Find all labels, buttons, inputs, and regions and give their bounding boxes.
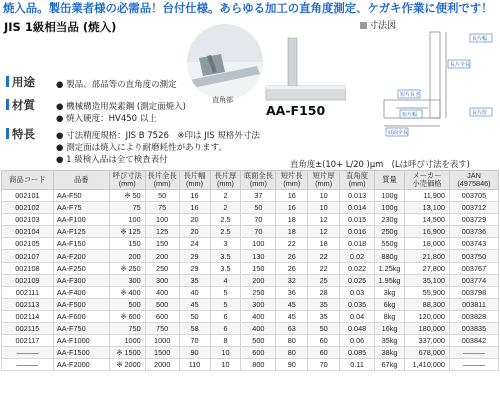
cell-blade-length: 400 [145,286,179,298]
label-base-width: 短片幅 [402,112,418,118]
cell-nominal: ※ 600 [109,310,145,322]
cell-short-thickness: 28 [308,286,340,298]
feature-item-2: ● 測定面は焼入により耐磨耗性があります。 [56,143,227,153]
col-model: 品番 [53,171,109,190]
cell-blade-length: 50 [145,190,179,202]
cell-weight: 880g [375,250,405,262]
cell-short-length: 18 [276,226,308,238]
cell-price: 16,900 [405,226,450,238]
cell-short-length: 16 [276,202,308,214]
cell-blade-thickness: 2 [210,202,241,214]
cell-price: 35,100 [405,274,450,286]
feature-item-3: ● 1 級検入品は全て検査表付 [56,155,168,165]
cell-squareness: 0.03 [340,286,375,298]
cell-weight: 38kg [375,347,405,359]
cell-blade-width: 90 [179,347,210,359]
cell-squareness: 0.014 [340,202,375,214]
cell-jan: ——— [449,359,498,371]
cell-squareness: 0.018 [340,238,375,250]
cell-code: 002102 [2,202,54,214]
cell-blade-thickness: 6 [210,323,241,335]
cell-blade-width: 50 [179,310,210,322]
cell-base-length: 200 [241,274,276,286]
cell-blade-thickness: 2 [210,190,241,202]
cell-base-length: 400 [241,323,276,335]
cell-blade-width: 24 [179,238,210,250]
table-row [2,323,499,335]
cell-short-length: 90 [276,359,308,371]
cell-blade-thickness: 5 [210,298,241,310]
cell-nominal: ※ 50 [109,190,145,202]
table-row [2,238,499,250]
table-row [2,262,499,274]
table-row [2,335,499,347]
cell-price: 1,410,000 [405,359,450,371]
cell-squareness: 0.022 [340,262,375,274]
cell-blade-width: 29 [179,262,210,274]
cell-blade-width: 16 [179,190,210,202]
cell-short-thickness: 22 [308,262,340,274]
col-short-length: 短片長 (mm) [276,171,308,190]
table-row [2,298,499,310]
cell-blade-width: 16 [179,202,210,214]
cell-blade-length: 200 [145,250,179,262]
col-jan: JAN (4975846) [449,171,498,190]
cell-blade-width: 70 [179,335,210,347]
dimension-title-text: 寸法図 [369,21,397,31]
cell-model: AA-F125 [53,226,109,238]
cell-model: AA-F400 [53,286,109,298]
cell-short-length: 16 [276,190,308,202]
cell-short-thickness: 12 [308,214,340,226]
cell-jan: 003743 [449,238,498,250]
cell-jan: 003736 [449,226,498,238]
cell-model: AA-F1000 [53,335,109,347]
cell-blade-thickness: 10 [210,359,241,371]
cell-nominal: 500 [109,298,145,310]
cell-base-length: 70 [241,214,276,226]
cell-model: AA-F300 [53,274,109,286]
cell-blade-length: 600 [145,310,179,322]
cell-base-length: 500 [241,335,276,347]
cell-nominal: ※ 1500 [109,347,145,359]
cell-code: 002114 [2,310,54,322]
table-row [2,347,499,359]
cell-price: 55,900 [405,286,450,298]
cell-blade-thickness: 6 [210,310,241,322]
cell-weight: 3kg [375,286,405,298]
cell-blade-width: 45 [179,298,210,310]
cell-base-length: 400 [241,310,276,322]
feature-item-1: ● 寸法精度規格：JIS B 7526 ※印は JIS 規格外寸法 [56,131,260,141]
cell-blade-length: 100 [145,214,179,226]
cell-short-thickness: 35 [308,298,340,310]
col-blade-width: 長片幅 (mm) [179,171,210,190]
cell-model: AA-F150 [53,238,109,250]
cell-blade-thickness: 2.5 [210,226,241,238]
table-row [2,250,499,262]
cell-blade-length: 2000 [145,359,179,371]
cell-squareness: 0.025 [340,274,375,286]
cell-short-length: 63 [276,323,308,335]
cell-short-length: 80 [276,335,308,347]
cell-blade-thickness: 10 [210,347,241,359]
cell-base-length: 37 [241,190,276,202]
cell-short-thickness: 60 [308,335,340,347]
cell-short-thickness: 10 [308,190,340,202]
cell-code: 002113 [2,298,54,310]
squareness-formula: 直角度±(10+ L/20 )μm (Lは呼び寸法を表す) [290,159,470,169]
section-material [6,97,35,113]
cell-jan: 003811 [449,298,498,310]
cell-base-length: 100 [241,238,276,250]
cell-squareness: 0.06 [340,335,375,347]
cell-nominal: 75 [109,202,145,214]
cell-nominal: 100 [109,214,145,226]
label-thickness: 長片厚 [472,110,488,116]
cell-price: 120,000 [405,310,450,322]
cell-model: AA-F250 [53,262,109,274]
cell-jan: 003774 [449,274,498,286]
cell-price: 11,900 [405,190,450,202]
table-row [2,226,499,238]
cell-weight: 250g [375,226,405,238]
cell-short-thickness: 50 [308,323,340,335]
cell-model: AA-F200 [53,250,109,262]
cell-short-thickness: 12 [308,226,340,238]
cell-jan: 003842 [449,335,498,347]
cell-jan: 003835 [449,323,498,335]
cell-weight: 1.95kg [375,274,405,286]
cell-nominal: ※ 400 [109,286,145,298]
section-bar-icon [6,99,9,110]
cell-jan: 003828 [449,310,498,322]
cell-blade-thickness: 3.5 [210,262,241,274]
cell-nominal: 750 [109,323,145,335]
cell-blade-length: 150 [145,238,179,250]
cell-blade-width: 40 [179,286,210,298]
cell-short-thickness: 70 [308,359,340,371]
cell-weight: 6kg [375,298,405,310]
cell-code: ——— [2,359,54,371]
cell-model: AA-F75 [53,202,109,214]
cell-short-length: 22 [276,238,308,250]
dimension-diagram [356,30,496,140]
cell-code: 002108 [2,262,54,274]
cell-price: 21,800 [405,250,450,262]
cell-blade-thickness: 2.5 [210,214,241,226]
cell-short-length: 80 [276,347,308,359]
table-header-row [2,171,499,190]
cell-weight: 550g [375,238,405,250]
table-row [2,202,499,214]
cell-blade-width: 58 [179,323,210,335]
cell-weight: 67kg [375,359,405,371]
banner-headline: 焼入品。製缶業者様の必需品！台付仕様。あらゆる加工の直角度測定、ケガキ作業に便利です！ [0,0,500,17]
cell-nominal: ※ 250 [109,262,145,274]
cell-price: 678,000 [405,347,450,359]
cell-squareness: 0.013 [340,190,375,202]
cell-short-thickness: 25 [308,274,340,286]
usage-item: ● 製品、部品等の直角度の測定 [56,80,177,90]
cell-base-length: 800 [241,359,276,371]
cell-model: AA-F1500 [53,347,109,359]
table-row [2,274,499,286]
label-width: 長片幅 [472,36,488,42]
cell-base-length: 300 [241,298,276,310]
cell-base-length: 50 [241,202,276,214]
cell-squareness: 0.085 [340,347,375,359]
cell-short-length: 18 [276,214,308,226]
cell-squareness: 0.016 [340,226,375,238]
cell-base-length: 600 [241,347,276,359]
cell-blade-length: 250 [145,262,179,274]
cell-nominal: ※ 125 [109,226,145,238]
cell-price: 18,000 [405,238,450,250]
model-label: AA-F150 [266,103,326,118]
col-blade-thickness: 長片厚 (mm) [210,171,241,190]
material-item-2: ● 焼入硬度：HV450 以上 [56,114,157,124]
cell-code: 002105 [2,238,54,250]
cell-blade-thickness: 3 [210,238,241,250]
col-short-thickness: 短片厚 (mm) [308,171,340,190]
col-code: 商品コード [2,171,54,190]
cell-base-length: 130 [241,250,276,262]
cell-blade-thickness: 4 [210,274,241,286]
section-features [6,126,35,142]
cell-short-length: 26 [276,262,308,274]
product-subtitle: JIS 1級相当品 (焼入) [4,20,117,34]
square-bullet-icon [360,22,367,29]
col-base-length: 底面全長 (mm) [241,171,276,190]
cell-code: 002107 [2,250,54,262]
table-row [2,359,499,371]
product-photo-closeup [185,22,265,102]
cell-blade-length: 75 [145,202,179,214]
cell-short-length: 26 [276,250,308,262]
section-material-label: 材質 [12,98,35,112]
cell-blade-thickness: 3.5 [210,250,241,262]
cell-jan: 003750 [449,250,498,262]
cell-price: 180,000 [405,323,450,335]
cell-code: 002103 [2,214,54,226]
cell-nominal: 200 [109,250,145,262]
cell-price: 14,500 [405,214,450,226]
cell-jan: 003798 [449,286,498,298]
cell-price: 27,800 [405,262,450,274]
cell-squareness: 0.04 [340,310,375,322]
label-base-length: 底面全長 [388,130,409,136]
cell-jan: 003729 [449,214,498,226]
col-blade-length: 長片全長 (mm) [145,171,179,190]
cell-squareness: 0.015 [340,214,375,226]
section-bar-icon [6,128,9,139]
cell-model: AA-F750 [53,323,109,335]
cell-blade-width: 20 [179,214,210,226]
cell-blade-length: 125 [145,226,179,238]
cell-base-length: 150 [241,262,276,274]
cell-short-length: 36 [276,286,308,298]
cell-blade-length: 300 [145,274,179,286]
cell-blade-length: 750 [145,323,179,335]
cell-weight: 100g [375,190,405,202]
label-short-length: 短片長さ [400,92,421,98]
cell-blade-width: 20 [179,226,210,238]
cell-weight: 35kg [375,335,405,347]
cell-price: 337,000 [405,335,450,347]
cell-nominal: 150 [109,238,145,250]
cell-model: AA-F100 [53,214,109,226]
cell-short-thickness: 18 [308,238,340,250]
cell-price: 13,100 [405,202,450,214]
cell-weight: 230g [375,214,405,226]
cell-model: AA-F500 [53,298,109,310]
label-blade-length: 長片全長 [450,62,471,68]
photo-caption: 直角部 [212,96,233,104]
cell-short-thickness: 22 [308,250,340,262]
cell-blade-thickness: 5 [210,286,241,298]
table-row [2,310,499,322]
cell-short-length: 45 [276,310,308,322]
cell-squareness: 0.035 [340,298,375,310]
table-row [2,214,499,226]
cell-weight: 8kg [375,310,405,322]
cell-blade-length: 500 [145,298,179,310]
cell-code: 002109 [2,274,54,286]
cell-squareness: 0.048 [340,323,375,335]
cell-blade-width: 110 [179,359,210,371]
cell-nominal: 1000 [109,335,145,347]
col-price: メーカー 小売価格 [405,171,450,190]
cell-code: ——— [2,347,54,359]
cell-code: 002104 [2,226,54,238]
cell-blade-width: 35 [179,274,210,286]
cell-jan: 003705 [449,190,498,202]
cell-blade-length: 1000 [145,335,179,347]
section-usage-label: 用途 [12,75,35,89]
cell-short-length: 32 [276,274,308,286]
cell-blade-thickness: 8 [210,335,241,347]
cell-short-thickness: 60 [308,347,340,359]
cell-code: 002115 [2,323,54,335]
cell-squareness: 0.02 [340,250,375,262]
section-bar-icon [6,76,9,87]
cell-short-thickness: 10 [308,202,340,214]
cell-nominal: 300 [109,274,145,286]
cell-short-thickness: 35 [308,310,340,322]
product-square-image [260,36,346,106]
cell-weight: 1.25kg [375,262,405,274]
cell-base-length: 70 [241,226,276,238]
col-nominal: 呼び寸法 (mm) [109,171,145,190]
cell-base-length: 250 [241,286,276,298]
col-squareness: 直角度 (mm) [340,171,375,190]
material-item-1: ● 機械構造用炭素鋼 (測定面焼入) [56,102,186,112]
cell-jan: 003767 [449,262,498,274]
cell-model: AA-F50 [53,190,109,202]
cell-squareness: 0.11 [340,359,375,371]
spec-table [1,170,499,371]
cell-price: 88,300 [405,298,450,310]
cell-model: AA-F2000 [53,359,109,371]
section-usage [6,74,35,90]
cell-short-length: 45 [276,298,308,310]
table-row [2,190,499,202]
cell-model: AA-F600 [53,310,109,322]
cell-jan: 003712 [449,202,498,214]
cell-nominal: ※ 2000 [109,359,145,371]
cell-blade-length: 1500 [145,347,179,359]
cell-weight: 16kg [375,323,405,335]
cell-jan: ——— [449,347,498,359]
col-weight: 質量 [375,171,405,190]
cell-code: 002117 [2,335,54,347]
cell-code: 002111 [2,286,54,298]
section-features-label: 特長 [12,127,35,141]
cell-code: 002101 [2,190,54,202]
cell-blade-width: 29 [179,250,210,262]
cell-weight: 100g [375,202,405,214]
table-row [2,286,499,298]
